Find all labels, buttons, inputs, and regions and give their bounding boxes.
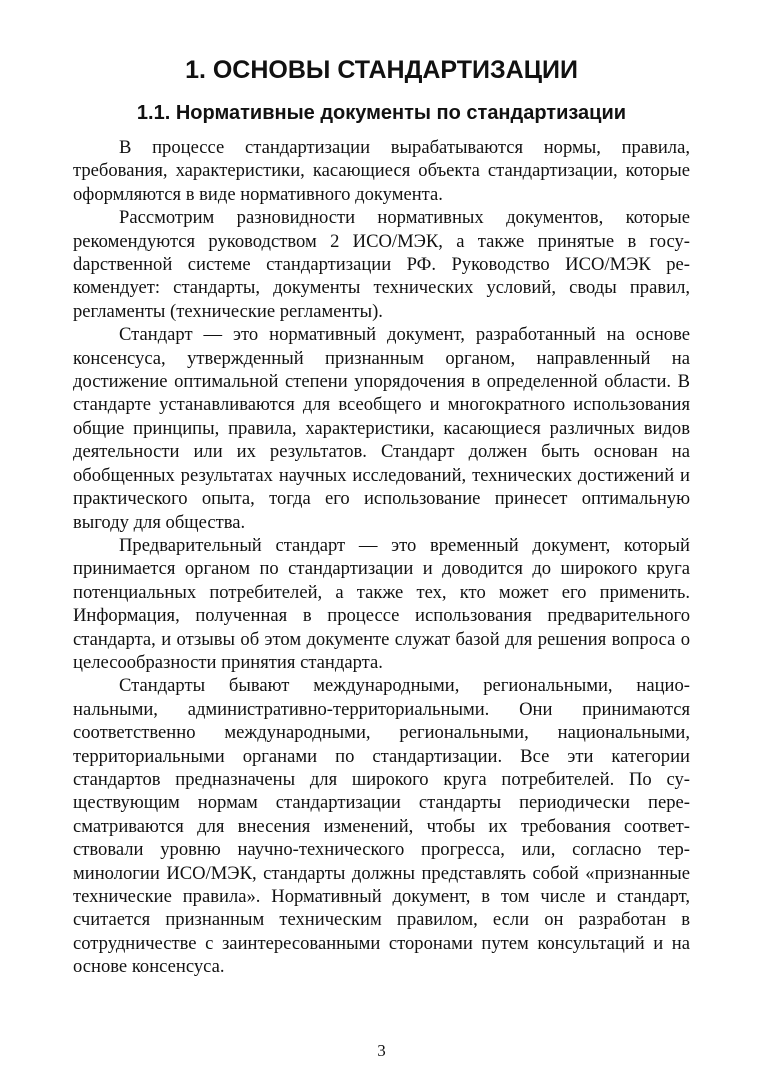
section-title: 1.1. Нормативные документы по стандартизации (136, 102, 627, 124)
paragraph-preliminary-standard: Предварительный стандарт — это временный документ, который принимается органом по стандартизации и доводится до широкого круга потенциальных потребителей, а также тех, кто может его применить. Информация, полученная в процессе использования предварительного стандарта, и отзывы об этом документе служат базой для решения вопроса о целесообразности принятия стандарта. (73, 534, 690, 673)
paragraph-standard-definition: Стандарт — это нормативный документ, разработанный на основе консенсуса, утвержденный признанным органом, направленный на достижение оптимальной степени упорядочения в определенной области. В стандарте устанавливаются для всеобщего и многократного использования общие принципы, правила, характеристики, касающиеся различных видов деятельности или их результатов. Стандарт должен быть основан на обобщенных результатах научных исследований, технических достижений и практического опыта, тогда его использование принесет оптимальную выгоду для общества. (73, 324, 690, 533)
paragraph-intro: В процессе стандартизации вырабатываются нормы, правила, требования, характеристики, касающиеся объекта стандартизации, которые оформляются в виде нормативного документа. (73, 137, 690, 205)
paragraph-standard-levels: Стандарты бывают международными, региональными, национальными, административно-территориальными. Они принимаются соответственно международными, региональными, национальными, территориальными органами по стандартизации. Все эти категории стандартов предназначены для широкого круга потребителей. По существующим нормам стандартизации стандарты периодически пересматриваются для внесения изменений, чтобы их требования соответствовали уровню научно-технического прогресса, или, согласно терминологии ИСО/МЭК, стандарты должны представлять собой «признанные технические правила». Нормативный документ, в том числе и стандарт, считается признанным техническим правилом, если он разработан в сотрудничестве с заинтересованными сторонами путем консультаций и на основе консенсуса. (73, 675, 690, 978)
paragraph-document-types: Рассмотрим разновидности нормативных документов, которые рекомендуются руководством 2 ИСО/МЭК, а также принятые в госуdарственной системе стандартизации РФ. Руководство ИСО/МЭК рекомендует: стандарты, документы технических условий, своды правил, регламенты (технические регламенты). (73, 207, 690, 322)
body-text (73, 136, 690, 979)
chapter-title: 1. ОСНОВЫ СТАНДАРТИЗАЦИИ (185, 56, 578, 84)
page-number: 3 (377, 1041, 386, 1060)
